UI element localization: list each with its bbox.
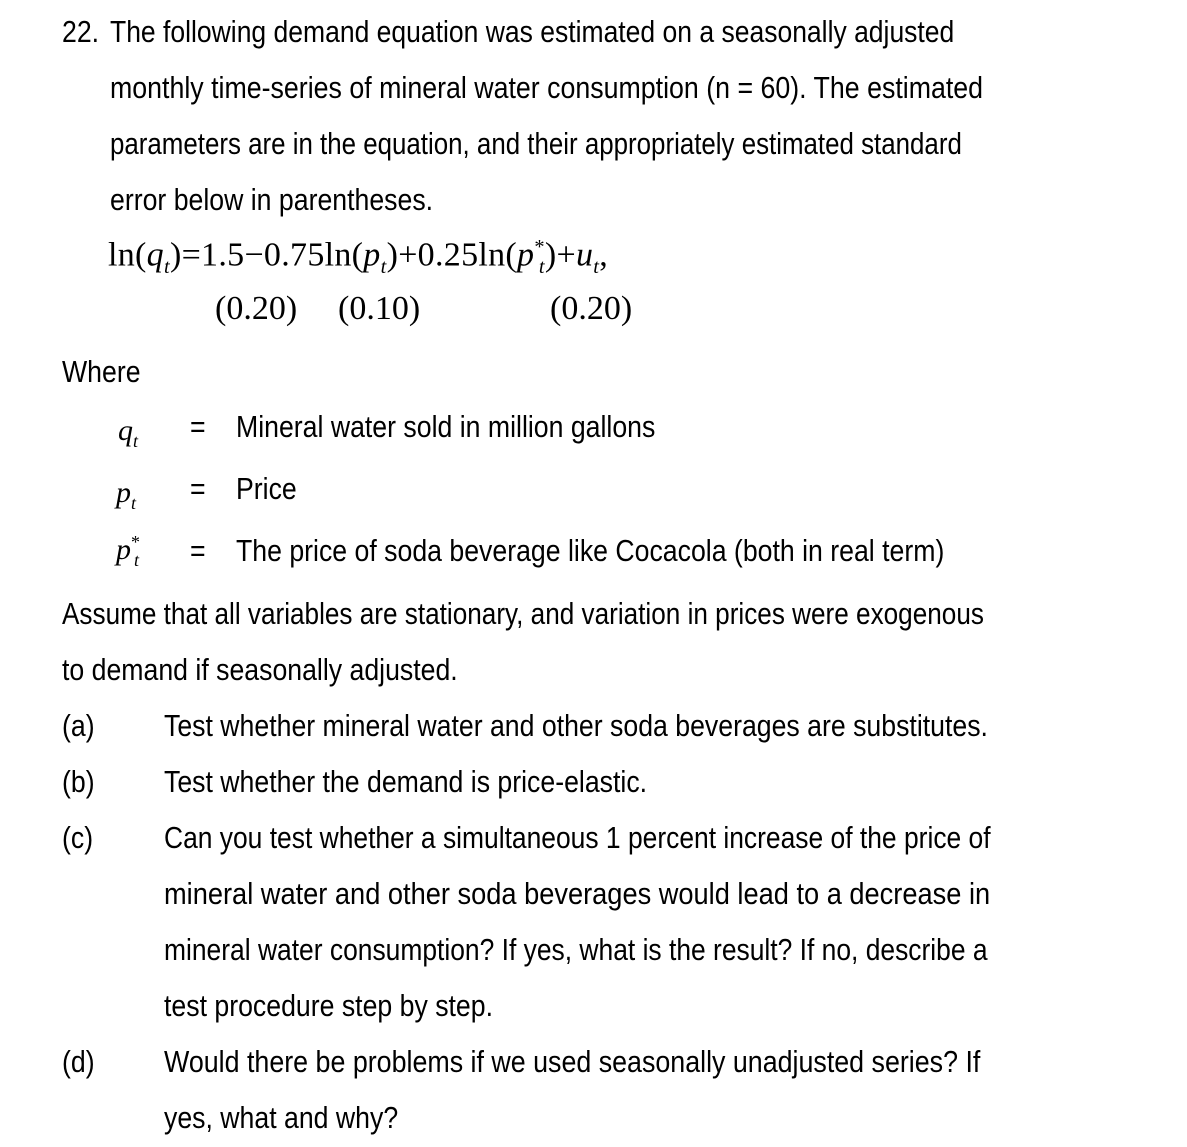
part-a-line-1: Test whether mineral water and other soda beverages are substitutes. bbox=[164, 708, 988, 743]
assumption-line-2: to demand if seasonally adjusted. bbox=[62, 652, 458, 687]
def-symbol-q: $q_t$ bbox=[118, 414, 139, 451]
def-equals-1: = bbox=[190, 409, 206, 444]
eq-part3: )+ bbox=[544, 236, 576, 274]
def-equals-2: = bbox=[190, 471, 206, 506]
question-number: 22. bbox=[62, 14, 100, 49]
intro-line-2: monthly time-series of mineral water consumption (n = 60). The estimated bbox=[110, 70, 984, 105]
eq-q: q bbox=[146, 236, 164, 274]
eq-u: u bbox=[575, 236, 594, 274]
part-b-label: (b) bbox=[62, 764, 95, 799]
intro-line-1: The following demand equation was estimated on a seasonally adjusted bbox=[110, 14, 955, 49]
demand-equation bbox=[108, 236, 608, 279]
eq-pstar-sub: t bbox=[538, 256, 545, 279]
std-error-2: (0.10) bbox=[338, 290, 421, 327]
part-d-line-2: yes, what and why? bbox=[164, 1100, 399, 1135]
eq-part1: )=1.5−0.75ln( bbox=[169, 236, 364, 274]
eq-star: * bbox=[534, 236, 545, 258]
def-text-2: Price bbox=[236, 471, 297, 506]
eq-pstar: p bbox=[517, 236, 535, 274]
part-a-label: (a) bbox=[62, 708, 95, 743]
assumption-line-1: Assume that all variables are stationary, and variation in prices were exogenous bbox=[62, 596, 984, 631]
intro-line-4: error below in parentheses. bbox=[110, 182, 434, 217]
def-text-1: Mineral water sold in million gallons bbox=[236, 409, 656, 444]
part-c-line-4: test procedure step by step. bbox=[164, 988, 494, 1023]
eq-ln-open: ln( bbox=[108, 236, 147, 274]
std-error-3: (0.20) bbox=[550, 290, 633, 327]
part-c-line-2: mineral water and other soda beverages would lead to a decrease in bbox=[164, 876, 991, 911]
eq-part2: )+0.25ln( bbox=[386, 236, 518, 274]
part-d-line-1: Would there be problems if we used seasonally unadjusted series? If bbox=[164, 1044, 981, 1079]
intro-line-3: parameters are in the equation, and their appropriately estimated standard bbox=[110, 126, 962, 161]
part-b-line-1: Test whether the demand is price-elastic. bbox=[164, 764, 648, 799]
eq-tail: , bbox=[599, 236, 609, 274]
def-text-3: The price of soda beverage like Cocacola (both in real term) bbox=[236, 533, 945, 568]
eq-u-sub: t bbox=[593, 256, 600, 279]
def-symbol-p: $p_t$ bbox=[116, 476, 137, 513]
where-label: Where bbox=[62, 354, 141, 389]
part-c-line-3: mineral water consumption? If yes, what is the result? If no, describe a bbox=[164, 932, 988, 967]
eq-q-sub: t bbox=[163, 256, 170, 279]
part-c-label: (c) bbox=[62, 820, 94, 855]
std-error-1: (0.20) bbox=[215, 290, 298, 327]
def-symbol-pstar: $p^*_t$ bbox=[116, 532, 140, 570]
def-equals-3: = bbox=[190, 533, 206, 568]
part-d-label: (d) bbox=[62, 1044, 95, 1079]
eq-p: p bbox=[363, 236, 381, 274]
eq-p-sub: t bbox=[380, 256, 387, 279]
part-c-line-1: Can you test whether a simultaneous 1 percent increase of the price of bbox=[164, 820, 991, 855]
